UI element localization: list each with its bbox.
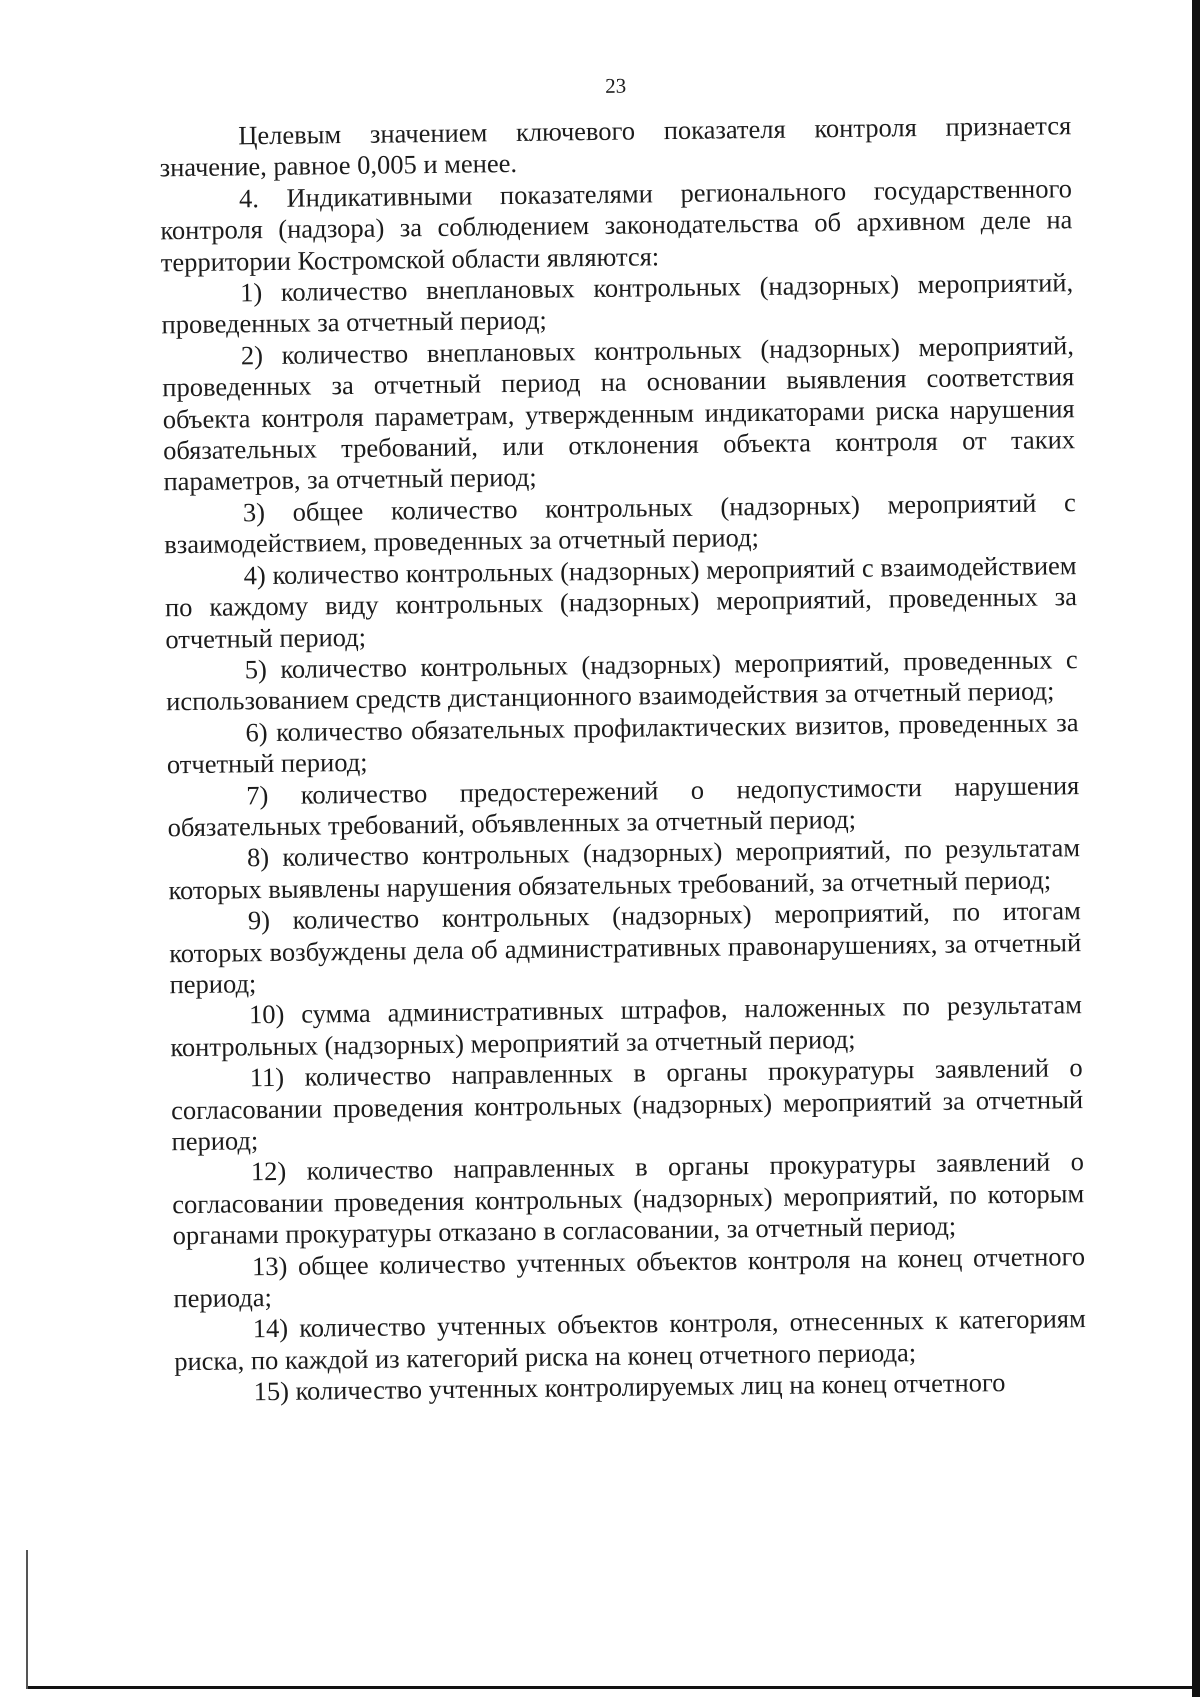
list-item-12: 12) количество направленных в органы прокуратуры заявлений о согласовании проведения контрольных (надзорных) мероприятий, по которым органами прокуратуры отказано в согласовании, за отчетный период; xyxy=(172,1146,1085,1251)
list-item-5: 5) количество контрольных (надзорных) мероприятий, проведенных с использованием средств дистанционного взаимодействия за отчетный период; xyxy=(165,644,1078,717)
scan-edge-right xyxy=(1192,0,1200,1697)
list-item-9: 9) количество контрольных (надзорных) мероприятий, по итогам которых возбуждены дела об административных правонарушениях, за отчетный период; xyxy=(169,895,1082,1000)
paragraph-section-4: 4. Индикативными показателями регионального государственного контроля (надзора) за соблюдением законодательства об архивном деле на территории Костромской области являются: xyxy=(160,172,1073,277)
document-body xyxy=(159,110,1087,1409)
list-item-8: 8) количество контрольных (надзорных) мероприятий, по результатам которых выявлены нарушения обязательных требований, за отчетный период; xyxy=(168,832,1081,906)
list-item-2: 2) количество внеплановых контрольных (надзорных) мероприятий, проведенных за отчетный период на основании выявления соответствия объекта контроля параметрам, утвержденным индикаторами риска нарушения обязательных требований, или отклонения объекта контроля от таких параметров, за отчетный период; xyxy=(162,330,1076,497)
list-item-3: 3) общее количество контрольных (надзорных) мероприятий с взаимодействием, проведенных за отчетный период; xyxy=(164,487,1076,560)
list-item-6: 6) количество обязательных профилактических визитов, проведенных за отчетный период; xyxy=(166,706,1079,780)
list-item-10: 10) сумма административных штрафов, наложенных по результатам контрольных (надзорных) мероприятий за отчетный период; xyxy=(170,989,1083,1063)
page-number: 23 xyxy=(605,73,627,98)
list-item-1: 1) количество внеплановых контрольных (надзорных) мероприятий, проведенных за отчетный период; xyxy=(161,267,1074,340)
list-item-4: 4) количество контрольных (надзорных) мероприятий с взаимодействием по каждому виду контрольных (надзорных) мероприятий, проведенных за отчетный период; xyxy=(164,549,1078,654)
list-item-13: 13) общее количество учтенных объектов контроля на конец отчетного периода; xyxy=(173,1240,1086,1314)
paragraph-target-value: Целевым значением ключевого показателя контроля признается значение, равное 0,005 и менее. xyxy=(159,110,1072,183)
scan-edge-left xyxy=(26,1550,28,1689)
list-item-7: 7) количество предостережений о недопустимости нарушения обязательных требований, объявленных за отчетный период; xyxy=(167,769,1080,843)
list-item-11: 11) количество направленных в органы прокуратуры заявлений о согласовании проведения контрольных (надзорных) мероприятий за отчетный период; xyxy=(170,1052,1084,1157)
scan-edge-bottom xyxy=(28,1686,1200,1689)
list-item-14: 14) количество учтенных объектов контроля, отнесенных к категориям риска, по каждой из категорий риска на конец отчетного периода; xyxy=(174,1303,1086,1377)
list-item-15: 15) количество учтенных контролируемых лиц на конец отчетного xyxy=(253,1367,1006,1407)
